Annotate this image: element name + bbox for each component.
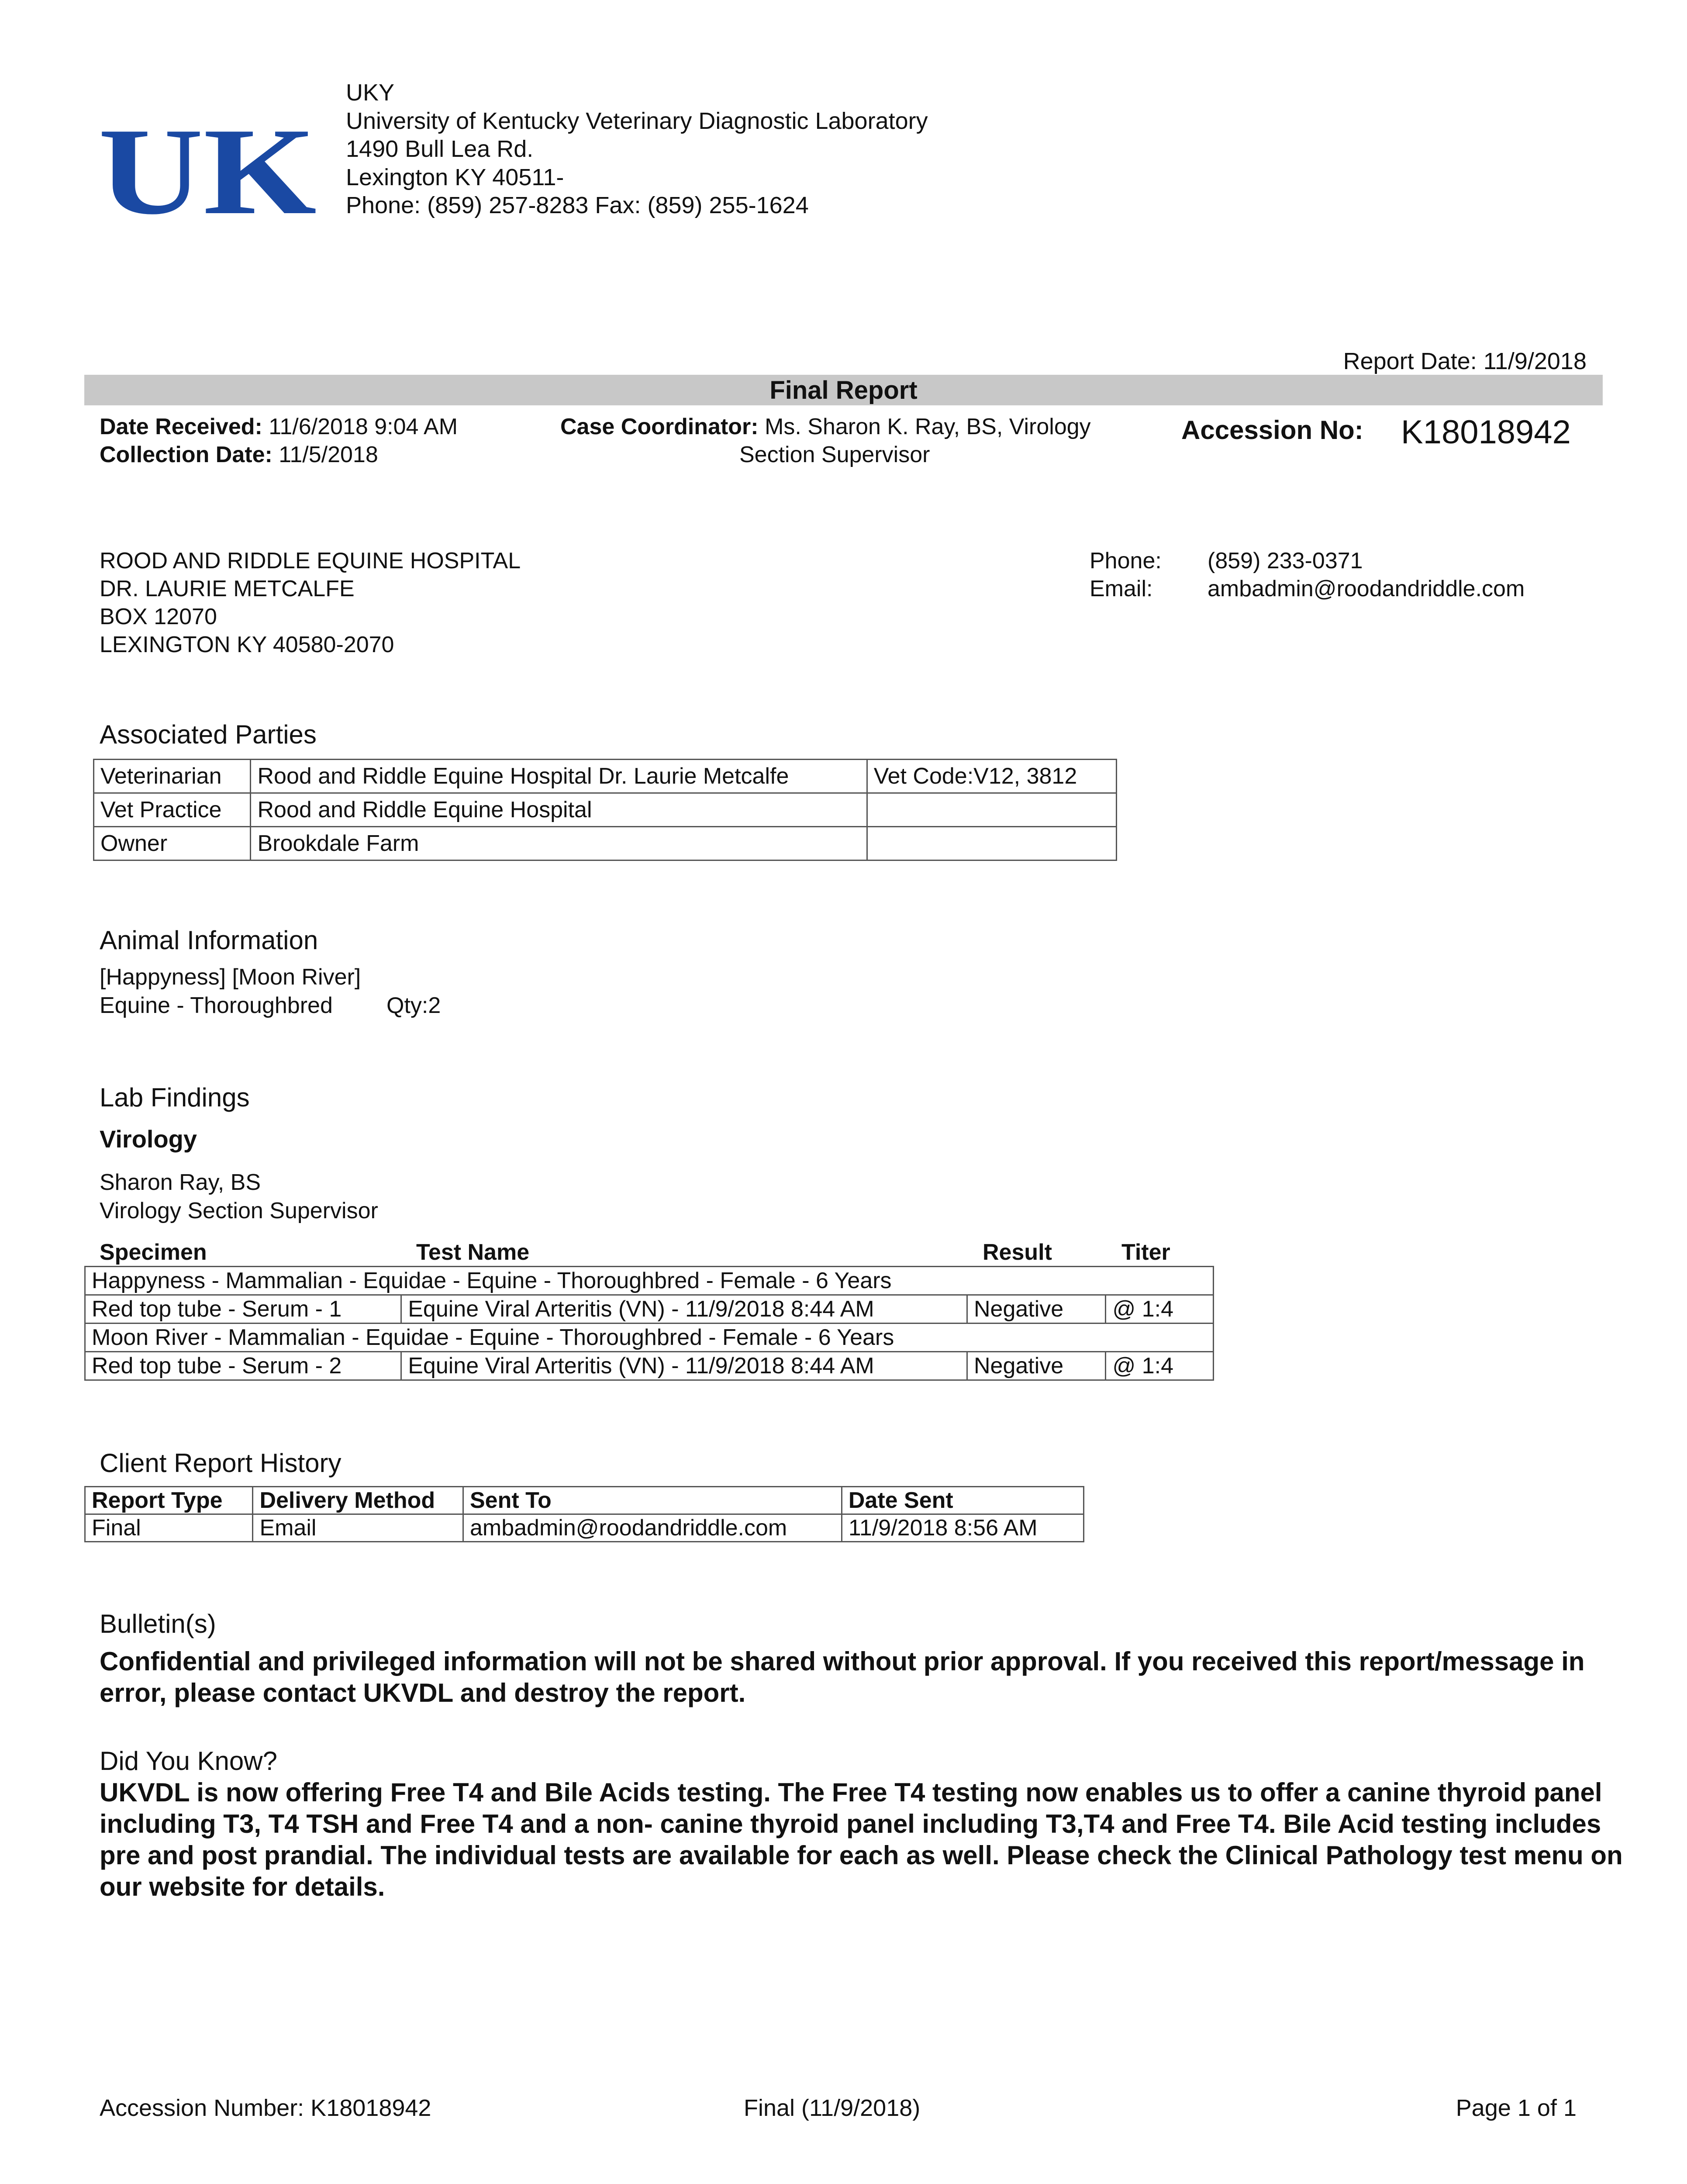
uk-logo xyxy=(98,118,319,232)
animal-information-title: Animal Information xyxy=(100,926,318,955)
col-date-sent: Date Sent xyxy=(842,1487,1083,1514)
history-sent-to: ambadmin@roodandriddle.com xyxy=(463,1514,842,1542)
animal-names: [Happyness] [Moon River] xyxy=(100,964,361,990)
collection-date-label: Collection Date: xyxy=(100,442,273,467)
client-line2: DR. LAURIE METCALFE xyxy=(100,576,355,601)
result-cell: Negative xyxy=(967,1295,1105,1324)
report-date: Report Date: 11/9/2018 xyxy=(1343,348,1587,374)
lab-short-name: UKY xyxy=(346,79,395,106)
animal-species: Equine - Thoroughbred xyxy=(100,993,333,1018)
date-received xyxy=(100,413,458,441)
animal-group-header: Happyness - Mammalian - Equidae - Equine - Thoroughbred - Female - 6 Years xyxy=(85,1267,1214,1295)
lab-address-line2: Lexington KY 40511- xyxy=(346,164,564,190)
final-report-banner xyxy=(84,375,1603,405)
history-type: Final xyxy=(85,1514,253,1542)
case-coordinator-line1: Ms. Sharon K. Ray, BS, Virology xyxy=(765,414,1091,439)
case-coordinator xyxy=(560,413,1091,441)
table-row xyxy=(94,760,1117,793)
did-you-know-title: Did You Know? xyxy=(100,1746,277,1776)
client-email-label: Email: xyxy=(1090,576,1153,601)
footer-status: Final (11/9/2018) xyxy=(744,2095,921,2121)
table-row xyxy=(85,1324,1214,1352)
findings-staff-name: Sharon Ray, BS xyxy=(100,1170,261,1195)
lab-name: University of Kentucky Veterinary Diagnostic Laboratory xyxy=(346,107,928,134)
party-extra xyxy=(867,793,1116,827)
test-name-cell: Equine Viral Arteritis (VN) - 11/9/2018 8:44 AM xyxy=(401,1295,967,1324)
findings-section-name: Virology xyxy=(100,1125,197,1153)
party-role: Vet Practice xyxy=(94,793,251,827)
case-coordinator-label: Case Coordinator: xyxy=(560,414,759,439)
col-specimen: Specimen xyxy=(100,1240,207,1265)
lab-address-block xyxy=(346,79,928,220)
animal-qty: Qty:2 xyxy=(386,993,441,1018)
case-coordinator-line2: Section Supervisor xyxy=(739,442,930,467)
specimen-cell: Red top tube - Serum - 1 xyxy=(85,1295,401,1324)
client-phone: (859) 233-0371 xyxy=(1207,548,1363,574)
findings-staff-title: Virology Section Supervisor xyxy=(100,1198,378,1223)
accession-label: Accession No: xyxy=(1181,415,1363,445)
client-line4: LEXINGTON KY 40580-2070 xyxy=(100,632,394,657)
date-received-value: 11/6/2018 9:04 AM xyxy=(269,414,458,439)
collection-date-value: 11/5/2018 xyxy=(279,442,378,467)
titer-cell: @ 1:4 xyxy=(1106,1352,1214,1380)
client-address xyxy=(100,547,521,659)
final-report-title: Final Report xyxy=(769,376,918,404)
table-row xyxy=(85,1352,1214,1380)
lab-address-line1: 1490 Bull Lea Rd. xyxy=(346,136,534,162)
result-cell: Negative xyxy=(967,1352,1105,1380)
associated-parties-title: Associated Parties xyxy=(100,720,317,749)
client-line1: ROOD AND RIDDLE EQUINE HOSPITAL xyxy=(100,548,521,574)
client-contact-labels xyxy=(1090,547,1162,603)
party-role: Owner xyxy=(94,827,251,860)
bulletins-title: Bulletin(s) xyxy=(100,1609,216,1638)
table-row xyxy=(85,1267,1214,1295)
history-method: Email xyxy=(253,1514,463,1542)
table-row xyxy=(94,793,1117,827)
confidential-notice: Confidential and privileged information will not be shared without prior approval. If you received this report/message in error, please contact UKVDL and destroy the report. xyxy=(100,1647,1585,1707)
accession-number: K18018942 xyxy=(1401,414,1571,451)
col-test-name: Test Name xyxy=(416,1240,530,1265)
client-line3: BOX 12070 xyxy=(100,604,217,629)
titer-cell: @ 1:4 xyxy=(1106,1295,1214,1324)
party-extra xyxy=(867,827,1116,860)
client-contact-values xyxy=(1207,547,1525,603)
collection-date xyxy=(100,441,378,469)
party-extra: Vet Code:V12, 3812 xyxy=(867,760,1116,793)
table-row xyxy=(85,1514,1084,1542)
col-report-type: Report Type xyxy=(85,1487,253,1514)
date-received-label: Date Received: xyxy=(100,414,262,439)
party-role: Veterinarian xyxy=(94,760,251,793)
animal-group-header: Moon River - Mammalian - Equidae - Equine - Thoroughbred - Female - 6 Years xyxy=(85,1324,1214,1352)
client-report-history-title: Client Report History xyxy=(100,1448,342,1478)
party-name: Rood and Riddle Equine Hospital xyxy=(251,793,867,827)
test-name-cell: Equine Viral Arteritis (VN) - 11/9/2018 8:44 AM xyxy=(401,1352,967,1380)
specimen-cell: Red top tube - Serum - 2 xyxy=(85,1352,401,1380)
did-you-know-text: UKVDL is now offering Free T4 and Bile Acids testing. The Free T4 testing now enables us to offer a canine thyroid panel including T3, T4 TSH and Free T4 and a non- canine thyroid panel including T3,T4 and Free T4. Bile Acid testing includes pre and post prandial. The individual tests are available for each as well. Please check the Clinical Pathology test menu on our website for details. xyxy=(100,1778,1623,1901)
footer-accession: Accession Number: K18018942 xyxy=(100,2095,431,2121)
col-sent-to: Sent To xyxy=(463,1487,842,1514)
party-name: Brookdale Farm xyxy=(251,827,867,860)
footer-page-number: Page 1 of 1 xyxy=(1456,2095,1577,2121)
col-result: Result xyxy=(983,1240,1052,1265)
lab-findings-title: Lab Findings xyxy=(100,1083,250,1112)
lab-findings-table xyxy=(84,1266,1214,1381)
col-delivery-method: Delivery Method xyxy=(253,1487,463,1514)
col-titer: Titer xyxy=(1121,1240,1170,1265)
client-report-history-table xyxy=(84,1486,1084,1542)
table-row xyxy=(94,827,1117,860)
associated-parties-table xyxy=(93,759,1117,861)
party-name: Rood and Riddle Equine Hospital Dr. Laurie Metcalfe xyxy=(251,760,867,793)
client-phone-label: Phone: xyxy=(1090,548,1162,574)
history-date: 11/9/2018 8:56 AM xyxy=(842,1514,1083,1542)
lab-phone-fax: Phone: (859) 257-8283 Fax: (859) 255-1624 xyxy=(346,192,809,218)
uk-logo-text: UK xyxy=(98,118,317,232)
table-header-row xyxy=(85,1487,1084,1514)
table-row xyxy=(85,1295,1214,1324)
client-email[interactable]: ambadmin@roodandriddle.com xyxy=(1207,576,1525,601)
